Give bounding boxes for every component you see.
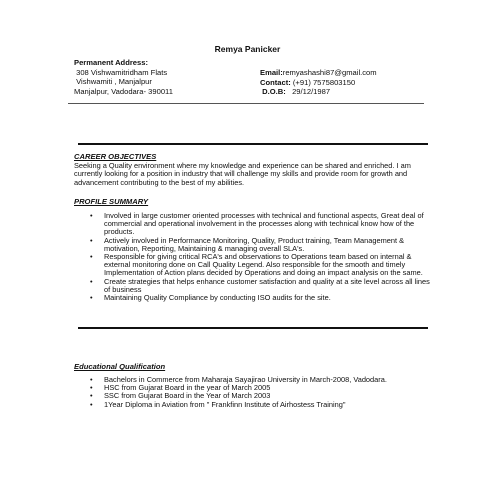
address-heading: Permanent Address: [74, 58, 148, 67]
list-item: • Create strategies that helps enhance customer satisfaction and quality at a site level across all lines of business [90, 276, 430, 294]
dob-value: 29/12/1987 [285, 87, 331, 97]
phone-row [260, 78, 377, 88]
career-objectives-text: Seeking a Quality environment where my knowledge and experience can be shared and enriched. I am currently looking for a position in industry that will challenge my skills and provide room for growth and advancement contributing to the best of my abilities. [74, 161, 411, 187]
contact-details [260, 68, 377, 97]
education-title: Educational Qualification [74, 362, 166, 371]
address-line: 308 Vishwamitridham Flats [74, 67, 168, 77]
career-objectives-title: CAREER OBJECTIVES [74, 152, 157, 161]
list-item: • Bachelors in Commerce from Maharaja Sayajirao University in March-2008, Vadodara. [90, 375, 387, 384]
address-line: Vishwamiti , Manjalpur [74, 77, 152, 87]
dob-label: D.O.B: [260, 87, 286, 97]
header-divider [68, 103, 424, 104]
contact-label: Contact: [260, 77, 291, 87]
section-divider [78, 143, 428, 145]
bullet-icon: • [90, 383, 93, 393]
list-item: • Responsible for giving critical RCA's and observations to Operations team based on internal & external monitoring done on Call Quality Legend. Also responsible for the smooth and timely Implementation of Action plans decided by Operations and doing an impact analysis on the same. [90, 252, 423, 278]
list-item: • Actively involved in Performance Monitoring, Quality, Product training, Team Management & motivation, Reporting, Maintaining & managing overall SLA's. [90, 235, 405, 253]
bullet-icon: • [90, 391, 93, 401]
email-label: Email: [260, 68, 283, 77]
permanent-address [74, 58, 173, 96]
list-item: • Involved in large customer oriented processes with technical and functional aspects, Great deal of commercial and operational involvement in the processes along with technical know how of the products. [90, 211, 424, 237]
section-divider [78, 327, 428, 329]
bullet-icon: • [90, 293, 93, 303]
candidate-name: Remya Panicker [214, 44, 281, 54]
bullet-icon: • [90, 276, 93, 286]
bullet-icon: • [90, 211, 93, 220]
bullet-icon: • [90, 375, 93, 384]
address-line: Manjalpur, Vadodara- 390011 [74, 86, 173, 96]
bullet-icon: • [90, 399, 93, 409]
email-row [260, 68, 377, 78]
bullet-icon: • [90, 235, 93, 245]
email-value: remyashashi87@gmail.com [282, 68, 377, 77]
list-item: • Maintaining Quality Compliance by conducting ISO audits for the site. [90, 293, 331, 303]
list-item: • HSC from Gujarat Board in the year of March 2005 [90, 383, 271, 393]
phone-value: (+91) 7575803150 [290, 77, 356, 87]
list-item: • 1Year Diploma in Aviation from " Frankfinn Institute of Airhostess Training" [90, 399, 346, 409]
bullet-icon: • [90, 252, 93, 262]
profile-summary-list [90, 212, 432, 302]
profile-summary-title: PROFILE SUMMARY [74, 197, 149, 206]
education-list [90, 376, 432, 409]
list-item: • SSC from Gujarat Board in the Year of March 2003 [90, 391, 271, 401]
dob-row [260, 87, 377, 97]
